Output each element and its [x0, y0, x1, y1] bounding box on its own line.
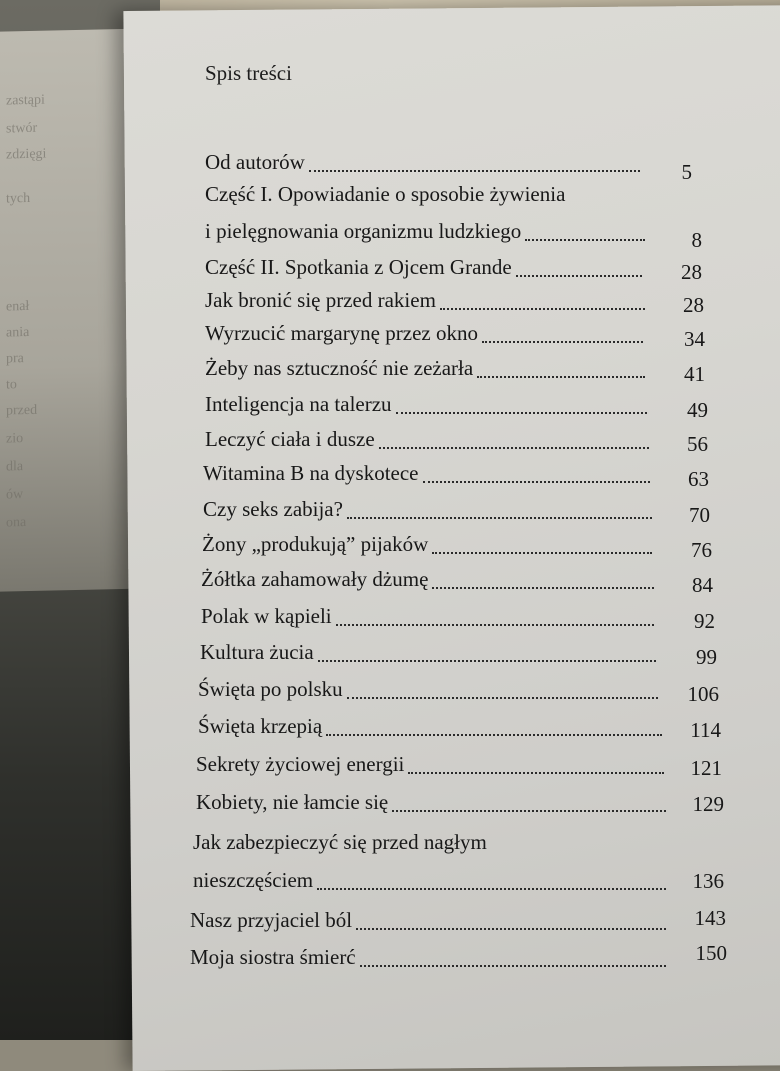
- toc-page-number: 76: [691, 538, 712, 562]
- left-page-fragment: zastąpi: [6, 92, 45, 109]
- left-page-fragment: ona: [6, 515, 27, 531]
- toc-page-number: 143: [694, 906, 726, 930]
- toc-page-number: 8: [691, 228, 702, 252]
- toc-entry: [205, 219, 521, 244]
- toc-entry-title: Żółtka zahamowały dżumę: [201, 567, 429, 591]
- left-page-fragment: dla: [6, 459, 24, 475]
- toc-leader-dots: [379, 445, 649, 449]
- toc-leader-dots: [356, 926, 666, 930]
- toc-entry-title: Jak zabezpieczyć się przed nagłym: [193, 830, 487, 854]
- toc-entry-title: Nasz przyjaciel ból: [190, 908, 353, 932]
- toc-page-number: 121: [690, 756, 722, 780]
- toc-leader-dots: [318, 658, 656, 662]
- toc-entry-title: Polak w kąpieli: [201, 604, 332, 628]
- page-title: Spis treści: [205, 61, 292, 85]
- toc-leader-dots: [525, 237, 645, 241]
- toc-entry-title: Święta krzepią: [198, 714, 323, 738]
- toc-page-number: 129: [692, 792, 724, 816]
- toc-entry-title: Święta po polsku: [198, 677, 343, 701]
- toc-leader-dots: [326, 732, 662, 736]
- toc-entry-title: Żony „produkują” pijaków: [202, 532, 429, 556]
- toc-entry-title: Część I. Opowiadanie o sposobie żywienia: [205, 182, 566, 206]
- toc-leader-dots: [432, 550, 652, 554]
- toc-entry: [205, 150, 305, 175]
- toc-page-number: 84: [692, 573, 713, 597]
- toc-entry-title: Moja siostra śmierć: [190, 945, 356, 969]
- toc-page-number: 70: [689, 503, 710, 527]
- toc-entry-title: Inteligencja na talerzu: [205, 392, 392, 416]
- toc-leader-dots: [396, 410, 647, 414]
- toc-entry: [201, 604, 332, 629]
- toc-leader-dots: [347, 695, 658, 699]
- toc-entry-title: Czy seks zabija?: [203, 497, 343, 521]
- toc-entry-title: Żeby nas sztuczność nie zeżarła: [205, 356, 474, 380]
- toc-page-number: 92: [694, 609, 715, 633]
- toc-page-number: 5: [681, 160, 692, 184]
- toc-page-number: 41: [684, 362, 705, 386]
- left-page-fragment: to: [6, 377, 17, 393]
- toc-entry: [196, 790, 388, 815]
- toc-page-number: 99: [696, 645, 717, 669]
- toc-entry: [205, 321, 478, 346]
- toc-entry: [205, 255, 512, 280]
- toc-page-number: 56: [687, 432, 708, 456]
- toc-entry: [200, 640, 314, 665]
- toc-entry: [205, 392, 392, 417]
- toc-page-number: 63: [688, 467, 709, 491]
- toc-leader-dots: [432, 585, 654, 589]
- toc-entry-title: Witamina B na dyskotece: [203, 461, 419, 485]
- toc-leader-dots: [317, 886, 666, 890]
- toc-entry: [190, 945, 356, 970]
- toc-entry: [193, 830, 487, 855]
- toc-entry: [202, 532, 428, 557]
- left-page-fragment: ania: [6, 324, 30, 341]
- toc-entry: [205, 182, 565, 207]
- toc-leader-dots: [347, 515, 652, 519]
- toc-entry-title: Część II. Spotkania z Ojcem Grande: [205, 255, 512, 279]
- left-page-fragment: stwór: [6, 120, 38, 137]
- toc-leader-dots: [309, 168, 640, 172]
- toc-entry-title: Sekrety życiowej energii: [196, 752, 405, 776]
- toc-entry: [196, 752, 404, 777]
- toc-leader-dots: [423, 479, 650, 483]
- toc-entry: [205, 427, 375, 452]
- toc-page-number: 28: [681, 260, 702, 284]
- toc-leader-dots: [336, 622, 654, 626]
- toc-leader-dots: [360, 963, 666, 967]
- toc-leader-dots: [440, 306, 645, 310]
- toc-entry-title: Jak bronić się przed rakiem: [205, 288, 436, 312]
- toc-entry: [193, 868, 313, 893]
- toc-leader-dots: [516, 273, 642, 277]
- toc-page-number: 49: [687, 398, 708, 422]
- left-page-fragment: enał: [6, 298, 30, 315]
- toc-leader-dots: [482, 339, 643, 343]
- toc-entry-title: i pielęgnowania organizmu ludzkiego: [205, 219, 522, 243]
- toc-entry: [198, 677, 343, 702]
- toc-entry: [205, 288, 436, 313]
- toc-entry: [198, 714, 322, 739]
- toc-entry-title: Kobiety, nie łamcie się: [196, 790, 389, 814]
- toc-entry: [190, 908, 352, 933]
- toc-entry-title: Od autorów: [205, 150, 305, 174]
- toc-page-number: 150: [695, 941, 727, 965]
- toc-page-number: 34: [684, 327, 705, 351]
- toc-entry-title: Leczyć ciała i dusze: [205, 427, 375, 451]
- toc-entry-title: Wyrzucić margarynę przez okno: [205, 321, 478, 345]
- toc-page-number: 114: [690, 718, 721, 742]
- toc-page-number: 136: [692, 869, 724, 893]
- left-page-fragment: pra: [6, 351, 24, 367]
- left-page-fragment: zio: [6, 431, 24, 447]
- toc-entry-title: nieszczęściem: [193, 868, 314, 892]
- toc-leader-dots: [408, 770, 664, 774]
- toc-entry-title: Kultura żucia: [200, 640, 314, 664]
- toc-entry: [203, 461, 419, 486]
- toc-entry: [203, 497, 343, 522]
- toc-leader-dots: [392, 808, 666, 812]
- toc-page-number: 28: [683, 293, 704, 317]
- left-page-fragment: przed: [6, 402, 38, 419]
- toc-leader-dots: [477, 374, 645, 378]
- toc-entry: [201, 567, 428, 592]
- toc-entry: [205, 356, 473, 381]
- left-page-fragment: ów: [6, 487, 24, 503]
- left-page-fragment: tych: [6, 190, 31, 207]
- left-page-fragment: zdzięgi: [6, 146, 47, 163]
- toc-page-number: 106: [687, 682, 719, 706]
